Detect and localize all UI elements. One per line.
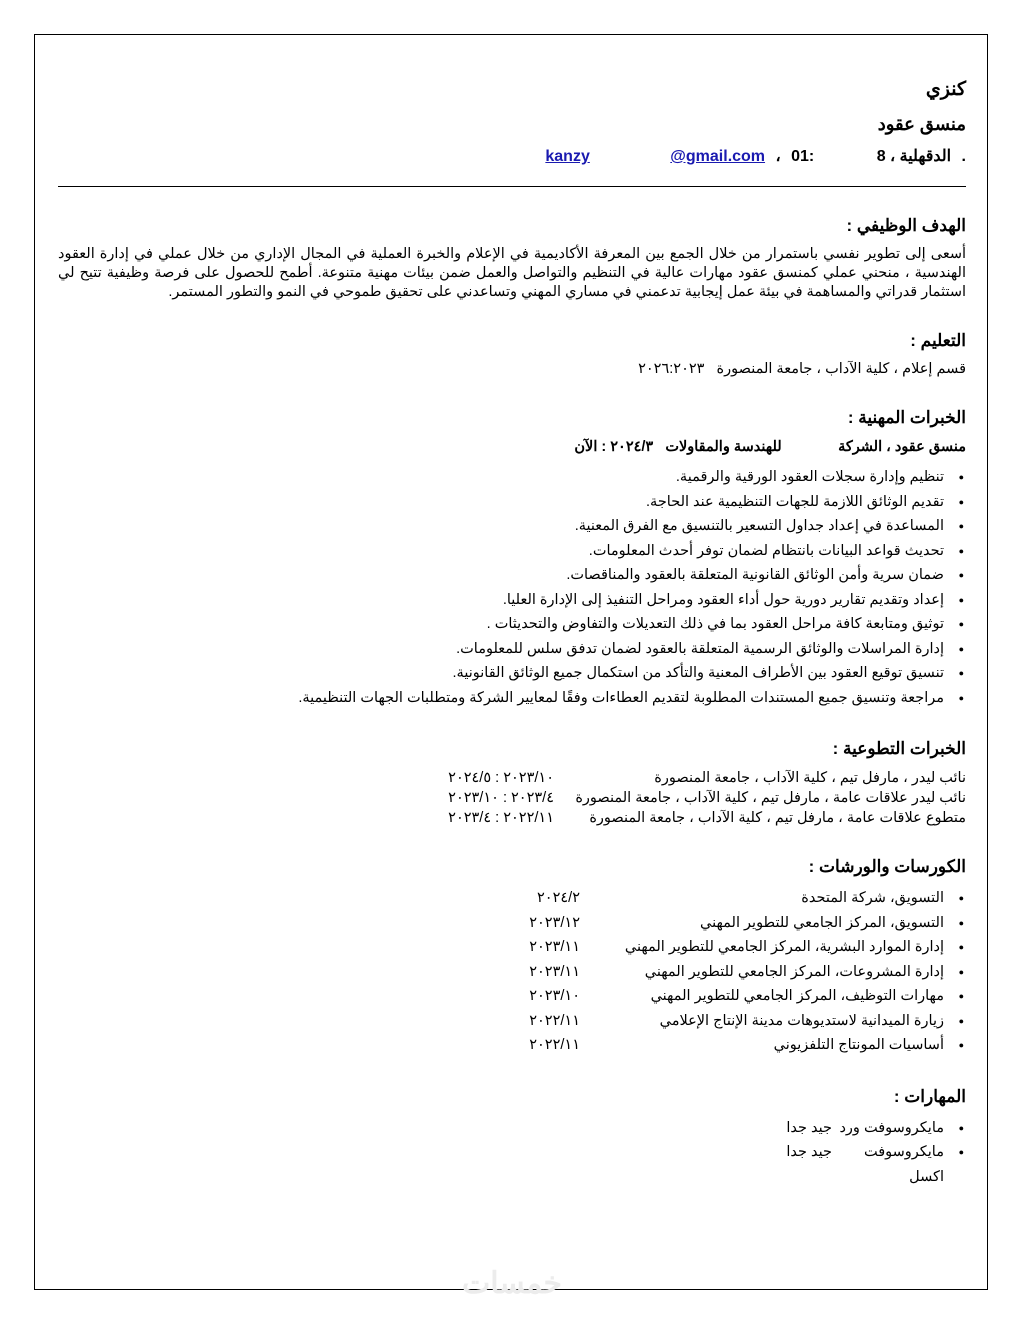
skill-level: جيد جدا: [786, 1144, 832, 1160]
list-item: [58, 984, 944, 1009]
list-item: ● المساعدة في إعداد جداول التسعير بالتنسيق مع الفرق المعنية.: [58, 514, 944, 539]
volunteer-desc: نائب ليدر ، مارفل تيم ، كلية الآداب ، جامعة المنصورة: [654, 770, 966, 786]
list-item: ● تقديم الوثائق اللازمة للجهات التنظيمية عند الحاجة.: [58, 490, 944, 515]
list-item: [58, 911, 944, 936]
watermark: خمسات: [461, 1267, 563, 1300]
course-date: ٢٠٢٤/٢: [537, 890, 580, 906]
email-user-link[interactable]: kanzy: [545, 148, 590, 165]
volunteer-desc: متطوع علاقات عامة ، مارفل تيم ، كلية الآداب ، جامعة المنصورة: [589, 810, 966, 826]
course-desc: ● التسويق، المركز الجامعي للتطوير المهني: [700, 914, 944, 931]
list-item: [58, 1116, 944, 1141]
cv-page: [58, 70, 966, 1189]
list-item: [58, 788, 966, 808]
candidate-name: كنزي: [925, 79, 966, 100]
experience-list: [58, 465, 966, 710]
volunteer-date: ٢٠٢٣/٤ : ٢٠٢٣/١٠: [448, 790, 554, 806]
list-item: ● ضمان سرية وأمن الوثائق القانونية المتعلقة بالعقود والمناقصات.: [58, 563, 944, 588]
courses-list: [58, 886, 966, 1058]
course-date: ٢٠٢٣/١١: [529, 963, 580, 980]
course-desc: ● إدارة المشروعات، المركز الجامعي للتطوير المهني: [644, 963, 944, 980]
course-date: ٢٠٢٣/١١: [529, 939, 580, 955]
job-header: منسق عقود ، الشركة للهندسة والمقاولات ٢٠٢٤/٣ : الآن: [574, 439, 966, 455]
candidate-job-title: منسق عقود: [877, 114, 966, 134]
contact-separator: ،: [775, 148, 781, 165]
list-item: [58, 768, 966, 788]
course-desc: ● أساسيات المونتاج التلفزيوني: [773, 1037, 944, 1053]
contact-line: [58, 146, 966, 172]
course-desc: ● التسويق، شركة المتحدة: [801, 890, 944, 906]
list-item: [58, 1009, 944, 1034]
volunteer-list: [58, 768, 966, 828]
course-date: ٢٠٢٢/١١: [529, 1037, 580, 1053]
skill-level: جيد جدا: [786, 1119, 832, 1136]
objective-title: الهدف الوظيفي :: [846, 216, 966, 235]
list-item: [58, 808, 966, 828]
skills-title: المهارات :: [893, 1086, 966, 1106]
volunteer-title: الخبرات التطوعية :: [832, 739, 966, 758]
skill-name: ● مايكروسوفت اكسل: [863, 1144, 944, 1185]
list-item: ● توثيق ومتابعة كافة مراحل العقود بما في ذلك التعديلات والتفاوض والتحديثات .: [58, 612, 944, 637]
education-text: قسم إعلام ، كلية الآداب ، جامعة المنصورة ٢٠٢٦:٢٠٢٣: [638, 361, 966, 377]
list-item: ● تنسيق توقيع العقود بين الأطراف المعنية والتأكد من استكمال جميع الوثائق القانونية.: [58, 661, 944, 686]
email-domain-link[interactable]: @gmail.com: [670, 148, 766, 165]
volunteer-date: ٢٠٢٢/١١ : ٢٠٢٣/٤: [448, 810, 554, 826]
skills-list: [58, 1116, 966, 1190]
skill-name: ● مايكروسوفت ورد: [839, 1119, 944, 1136]
list-item: ● تنظيم وإدارة سجلات العقود الورقية والرقمية.: [58, 465, 944, 490]
phone-number: 01:: [791, 148, 815, 165]
list-item: ● مراجعة وتنسيق جميع المستندات المطلوبة لتقديم العطاءات وفقًا لمعايير الشركة ومتطلبات الجهات التنظيمية.: [58, 686, 944, 711]
course-date: ٢٠٢٣/١٢: [529, 914, 580, 931]
list-item: [58, 1033, 944, 1058]
course-date: ٢٠٢٣/١٠: [529, 988, 580, 1004]
list-item: [58, 935, 944, 960]
course-desc: ● مهارات التوظيف، المركز الجامعي للتطوير المهني: [650, 988, 944, 1004]
objective-text: أسعى إلى تطوير نفسي باستمرار من خلال الجمع بين المعرفة الأكاديمية في الإعلام والخبرة العملية في المجال الإداري من خلال عملي في إدارة العقود الهندسية ، منحني عملي كمنسق عقود مهارات عالية في التنظيم والتواصل والعمل ضمن بيئات مهنية متنوعة. أطمح للحصول على فرصة وظيفية تتيح لي استثمار قدراتي والمساهمة في بيئة عمل إيجابية تدعمني في مساري المهني وتساعدني على تحقيق طموحي في النمو والتطور المستمر.: [58, 246, 966, 300]
header-divider: [58, 186, 966, 187]
education-title: التعليم :: [910, 331, 966, 350]
address-dot: .: [961, 148, 966, 165]
list-item: [58, 1140, 944, 1189]
volunteer-desc: نائب ليدر علاقات عامة ، مارفل تيم ، كلية الآداب ، جامعة المنصورة: [575, 790, 966, 806]
list-item: ● إدارة المراسلات والوثائق الرسمية المتعلقة بالعقود لضمان تدفق سلس للمعلومات.: [58, 637, 944, 662]
list-item: ● تحديث قواعد البيانات بانتظام لضمان توفر أحدث المعلومات.: [58, 539, 944, 564]
course-desc: ● إدارة الموارد البشرية، المركز الجامعي للتطوير المهني: [624, 939, 944, 955]
list-item: [58, 960, 944, 985]
address: الدقهلية ، 8: [876, 148, 952, 165]
experience-title: الخبرات المهنية :: [847, 408, 966, 427]
list-item: [58, 886, 944, 911]
course-desc: ● زيارة الميدانية لاستديوهات مدينة الإنتاج الإعلامي: [659, 1012, 944, 1029]
courses-title: الكورسات والورشات :: [808, 857, 966, 876]
course-date: ٢٠٢٢/١١: [529, 1012, 580, 1029]
volunteer-date: ٢٠٢٣/١٠ : ٢٠٢٤/٥: [448, 770, 554, 786]
list-item: ● إعداد وتقديم تقارير دورية حول أداء العقود ومراحل التنفيذ إلى الإدارة العليا.: [58, 588, 944, 613]
